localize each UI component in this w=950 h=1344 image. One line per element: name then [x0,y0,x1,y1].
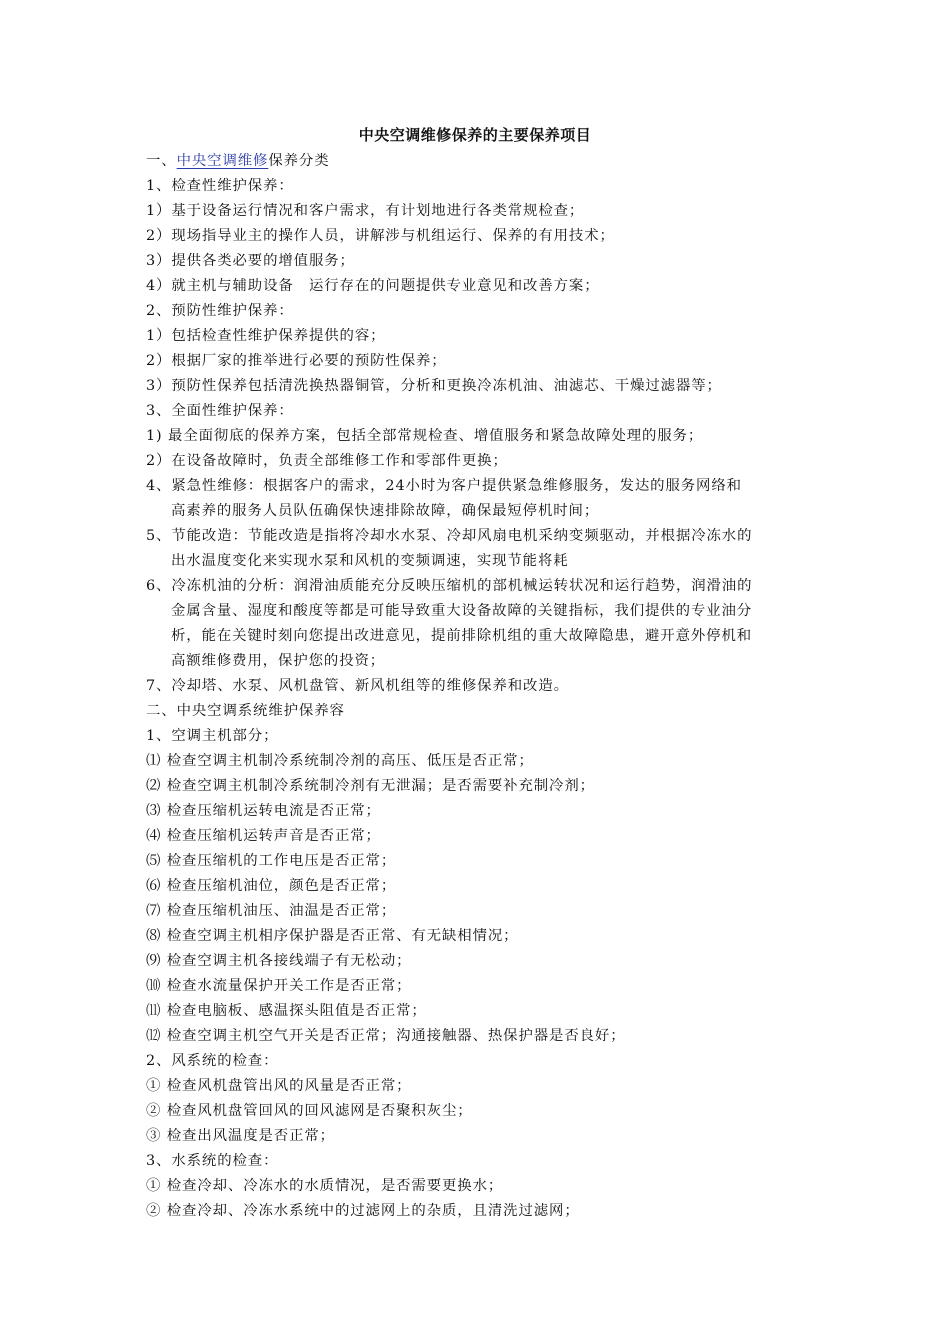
section-heading-2: 二、中央空调系统维护保养容 [146,703,345,719]
text-line: ⑸ 检查压缩机的工作电压是否正常； [146,853,397,869]
text-line: ⑽ 检查水流量保护开关工作是否正常； [146,978,412,994]
text-line: ① 检查冷却、冷冻水的水质情况，是否需要更换水； [146,1178,504,1194]
section-suffix: 保养分类 [268,153,330,169]
text-line: 2）现场指导业主的操作人员，讲解涉与机组运行、保养的有用技术； [146,228,615,244]
text-line: 1、空调主机部分； [146,728,279,744]
text-line-continued: 金属含量、湿度和酸度等都是可能导致重大设备故障的关键指标，我们提供的专业油分 [171,603,753,619]
text-line: 1) 最全面彻底的保养方案，包括全部常规检查、增值服务和紧急故障处理的服务； [146,428,704,444]
text-line: ③ 检查出风温度是否正常； [146,1128,335,1144]
section-prefix: 一、 [146,153,177,169]
text-line: 1、检查性维护保养： [146,178,294,194]
text-line-continued: 析，能在关键时刻向您提出改进意见，提前排除机组的重大故障隐患，避开意外停机和 [171,628,753,644]
text-line: 4）就主机与辅助设备 运行存在的问题提供专业意见和改善方案； [146,278,600,294]
text-line: ⑶ 检查压缩机运转电流是否正常； [146,803,381,819]
text-line: ⑴ 检查空调主机制冷系统制冷剂的高压、低压是否正常； [146,753,534,769]
hvac-repair-link[interactable]: 中央空调维修 [176,153,269,169]
text-line: 3）预防性保养包括清洗换热器铜管，分析和更换冷冻机油、油滤芯、干燥过滤器等； [146,378,722,394]
text-line: 6、冷冻机油的分析：润滑油质能充分反映压缩机的部机械运转状况和运行趋势，润滑油的 [146,578,753,594]
text-line: 2、风系统的检查： [146,1053,279,1069]
text-line: 2）在设备故障时，负责全部维修工作和零部件更换； [146,453,508,469]
text-line: ⑼ 检查空调主机各接线端子有无松动； [146,953,412,969]
text-line: ⑻ 检查空调主机相序保护器是否正常、有无缺相情况； [146,928,519,944]
text-line: 3、水系统的检查： [146,1153,279,1169]
text-line: 2、预防性维护保养： [146,303,294,319]
document-body [146,149,810,1224]
text-line: ② 检查冷却、冷冻水系统中的过滤网上的杂质，且清洗过滤网； [146,1203,580,1219]
text-line: ② 检查风机盘管回风的回风滤网是否聚积灰尘； [146,1103,473,1119]
text-line: 1）基于设备运行情况和客户需求，有计划地进行各类常规检查； [146,203,585,219]
section-heading-1 [146,149,810,174]
text-line: 1）包括检查性维护保养提供的容； [146,328,386,344]
text-line-continued: 出水温度变化来实现水泵和风机的变频调速，实现节能将耗 [171,553,569,569]
text-line: 7、冷却塔、水泵、风机盘管、新风机组等的维修保养和改造。 [146,678,569,694]
text-line: ① 检查风机盘管出风的风量是否正常； [146,1078,412,1094]
text-line: ⑾ 检查电脑板、感温探头阻值是否正常； [146,1003,427,1019]
text-line: 3）提供各类必要的增值服务； [146,253,355,269]
text-line: ⑿ 检查空调主机空气开关是否正常；沟通接触器、热保护器是否良好； [146,1028,626,1044]
text-line: 3、全面性维护保养： [146,403,294,419]
text-line: ⑹ 检查压缩机油位，颜色是否正常； [146,878,397,894]
text-line-continued: 高额维修费用，保护您的投资； [171,653,386,669]
document-title: 中央空调维修保养的主要保养项目 [358,126,592,144]
text-line: ⑷ 检查压缩机运转声音是否正常； [146,828,381,844]
text-line: 4、紧急性维修：根据客户的需求，24小时为客户提供紧急维修服务，发达的服务网络和 [146,478,742,494]
text-line: ⑵ 检查空调主机制冷系统制冷剂有无泄漏；是否需要补充制冷剂； [146,778,595,794]
text-line: 2）根据厂家的推举进行必要的预防性保养； [146,353,447,369]
text-line: ⑺ 检查压缩机油压、油温是否正常； [146,903,397,919]
text-line-continued: 高素养的服务人员队伍确保快速排除故障，确保最短停机时间； [171,503,600,519]
text-line: 5、节能改造：节能改造是指将冷却水水泵、冷却风扇电机采纳变频驱动，并根据冷冻水的 [146,528,753,544]
